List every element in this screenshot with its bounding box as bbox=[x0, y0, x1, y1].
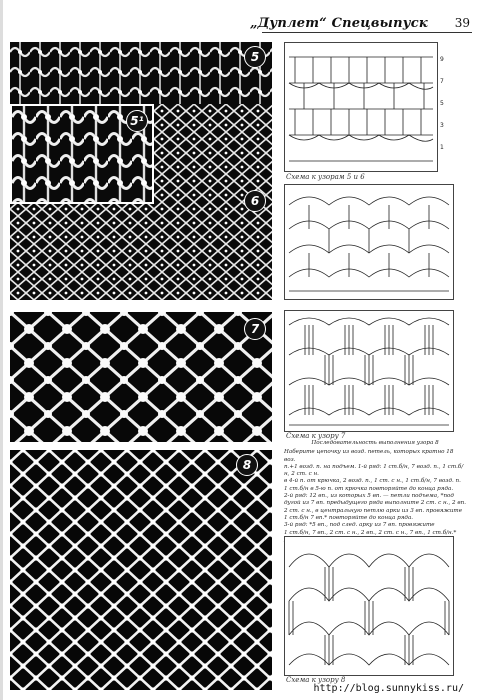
crochet-chart-8 bbox=[284, 536, 454, 676]
instruction-line: дугой из 7 вп. предыдущего ряда выполните 2 ст. с н., 2 вп. bbox=[284, 500, 467, 507]
photo-pattern-7 bbox=[10, 312, 272, 442]
chart-caption-8: Схема к узору 8 bbox=[286, 676, 346, 684]
row-number: 7 bbox=[440, 78, 444, 85]
header-rule bbox=[262, 32, 472, 33]
instruction-line: 3-й ряд: *5 вп., под след. арку из 7 вп. провяжите bbox=[284, 522, 435, 529]
row-number: 9 bbox=[440, 56, 444, 63]
pattern-8-instructions bbox=[284, 440, 466, 544]
pattern-badge-8: 8 bbox=[236, 454, 258, 476]
row-number: 3 bbox=[440, 122, 444, 129]
row-number: 1 bbox=[440, 144, 444, 151]
row-number: 5 bbox=[440, 100, 444, 107]
chart-caption-7: Схема к узору 7 bbox=[286, 432, 346, 440]
instructions-title: Последовательность выполнения узора 8 bbox=[311, 440, 439, 446]
chart-symbols-5-6 bbox=[285, 43, 437, 171]
page-number: 39 bbox=[454, 16, 470, 30]
page-spine bbox=[0, 0, 3, 700]
magazine-title: „Дуплет“ Спецвыпуск bbox=[250, 16, 428, 31]
crochet-chart-5-6 bbox=[284, 42, 438, 172]
chart-symbols-6 bbox=[285, 185, 453, 299]
photo-pattern-8 bbox=[10, 450, 272, 690]
instruction-line: Наберите цепочку из возд. петель, которых кратно 18 воз. bbox=[284, 449, 454, 463]
lace-texture-7 bbox=[10, 312, 272, 442]
chart-symbols-7 bbox=[285, 311, 453, 431]
crochet-chart-7 bbox=[284, 310, 454, 432]
source-watermark: http://blog.sunnykiss.ru/ bbox=[313, 683, 464, 694]
pattern-badge-7: 7 bbox=[244, 318, 266, 340]
pattern-badge-5-variant: 5¹ bbox=[126, 110, 148, 132]
pattern-badge-5: 5 bbox=[244, 46, 266, 68]
photo-pattern-5 bbox=[10, 42, 272, 104]
lace-texture-5 bbox=[10, 42, 272, 104]
lace-texture-8 bbox=[10, 450, 272, 690]
instruction-line: п.+1 возд. п. на подъем. 1-й ряд: 1 ст.б/н, 7 возд. п., 1 ст.б/н, 2 ст. с н. bbox=[284, 463, 464, 478]
chart-caption-5-6: Схема к узорам 5 и 6 bbox=[286, 173, 365, 181]
crochet-chart-6 bbox=[284, 184, 454, 300]
instruction-line: 1 ст.б/н в 5-ю п. от крючка повторяйте до конца ряда. bbox=[284, 485, 454, 492]
instruction-line: 1 ст.б/н, 7 вп., 2 ст. с н., 2 вп., 2 ст. с н., 7 вп., 1 ст.б/н.* bbox=[284, 529, 457, 536]
instruction-line: 2-й ряд: 12 вп., из которых 5 вп. — петли подъема, *под bbox=[284, 493, 454, 500]
instruction-line: 1 ст.б/н 7 вп.* повторяйте до конца ряда. bbox=[284, 514, 414, 521]
instruction-line: 2 ст. с н., в центральную петлю арки из 3 вп. провяжите bbox=[284, 507, 463, 514]
chart-symbols-8 bbox=[285, 537, 453, 675]
chart-row-numbers-5-6 bbox=[440, 56, 450, 166]
pattern-badge-6: 6 bbox=[244, 190, 266, 212]
instruction-line: в 4-й п. от крючка, 2 возд. п., 1 ст. с н., 1 ст.б/н, 7 возд. п. bbox=[284, 478, 461, 485]
photo-pattern-5-variant bbox=[10, 104, 154, 204]
